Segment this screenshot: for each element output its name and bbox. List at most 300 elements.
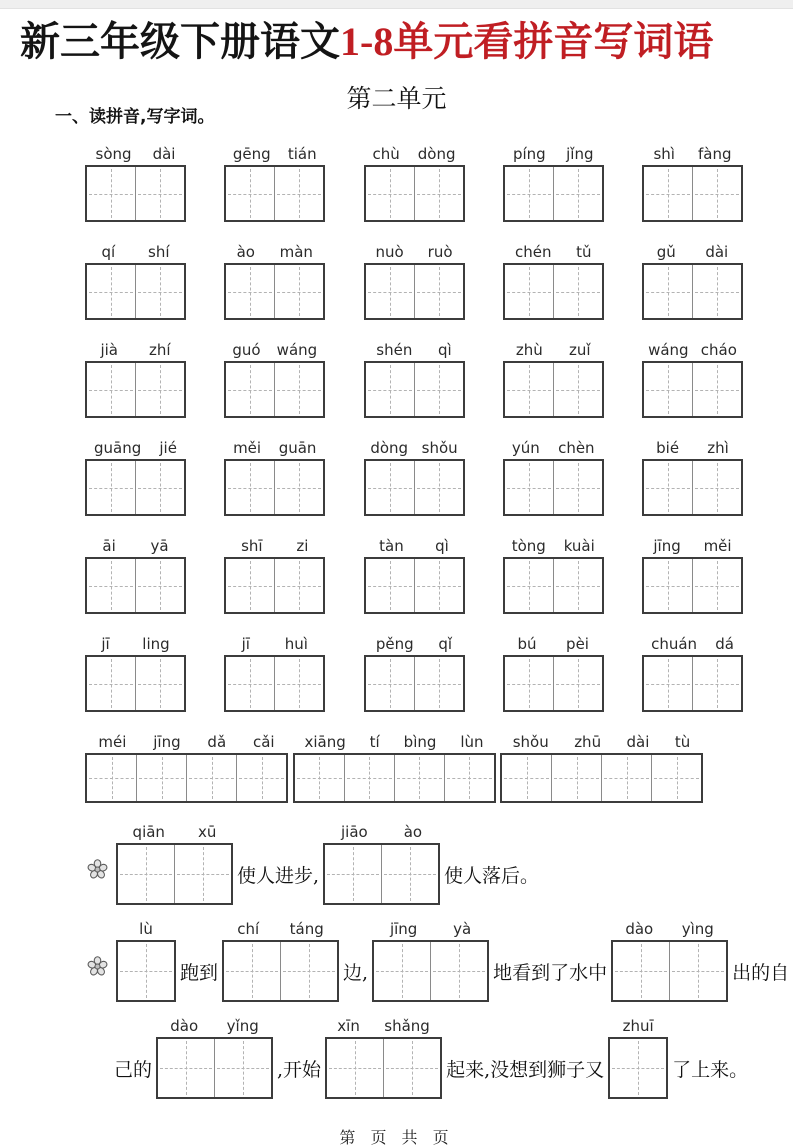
writing-cell[interactable] (366, 461, 414, 514)
writing-box (503, 459, 604, 516)
writing-cell[interactable] (135, 167, 184, 220)
instruction-text: 一、读拼音,写字词。 (55, 107, 215, 127)
writing-cell[interactable] (613, 942, 669, 1000)
writing-cell[interactable] (236, 755, 286, 801)
word-item (642, 629, 743, 712)
writing-box (608, 1037, 668, 1099)
word-item (503, 237, 604, 320)
writing-cell[interactable] (87, 265, 135, 318)
pinyin-syllable: chuán (651, 635, 698, 653)
writing-cell[interactable] (295, 755, 344, 801)
writing-box (85, 753, 288, 803)
pinyin-syllable: chí (237, 920, 260, 938)
writing-cell[interactable] (226, 461, 274, 514)
writing-cell[interactable] (87, 363, 135, 416)
writing-box (642, 459, 743, 516)
pinyin-syllable: ào (236, 243, 255, 261)
sentence-section (0, 817, 793, 1099)
writing-box (224, 459, 325, 516)
word-item (364, 433, 465, 516)
writing-cell[interactable] (692, 265, 741, 318)
pinyin-syllable: táng (289, 920, 324, 938)
writing-cell[interactable] (135, 265, 184, 318)
pinyin-syllable: gǔ (656, 243, 676, 261)
writing-box (224, 263, 325, 320)
writing-box (364, 165, 465, 222)
writing-cell[interactable] (601, 755, 651, 801)
word-item (224, 335, 325, 418)
pinyin-syllable: zhù (515, 341, 543, 359)
sentence-text: 边, (343, 962, 369, 984)
pinyin-syllable: lùn (460, 733, 484, 751)
writing-box (85, 557, 186, 614)
word-item (500, 727, 703, 803)
writing-cell[interactable] (551, 755, 601, 801)
pinyin-label (642, 335, 743, 361)
writing-cell[interactable] (366, 559, 414, 612)
writing-cell[interactable] (444, 755, 494, 801)
pinyin-syllable: yā (150, 537, 169, 555)
pinyin-label (85, 629, 186, 655)
word-item (85, 433, 186, 516)
flower-icon (86, 858, 109, 885)
pinyin-syllable: cháo (700, 341, 737, 359)
writing-cell[interactable] (505, 461, 553, 514)
writing-cell[interactable] (87, 461, 135, 514)
sentence-line (86, 817, 793, 905)
writing-cell[interactable] (366, 167, 414, 220)
writing-cell[interactable] (692, 657, 741, 710)
pinyin-syllable: shì (653, 145, 675, 163)
pinyin-syllable: zuǐ (569, 341, 591, 359)
writing-box (116, 843, 233, 905)
writing-cell[interactable] (505, 363, 553, 416)
writing-cell[interactable] (505, 265, 553, 318)
pinyin-label (224, 531, 325, 557)
section-title: 第二单元 (346, 86, 447, 113)
pinyin-label (503, 531, 604, 557)
pinyin-syllable: tù (674, 733, 691, 751)
pinyin-label (503, 433, 604, 459)
writing-cell[interactable] (505, 657, 553, 710)
writing-box (642, 557, 743, 614)
writing-box (503, 361, 604, 418)
writing-box (364, 263, 465, 320)
pinyin-label (222, 914, 339, 940)
pinyin-syllable: huì (284, 635, 308, 653)
word-item (224, 237, 325, 320)
pinyin-label (116, 914, 176, 940)
pinyin-syllable: kuài (563, 537, 595, 555)
writing-cell[interactable] (226, 363, 274, 416)
pinyin-label (364, 629, 465, 655)
word-item (503, 629, 604, 712)
writing-box (222, 940, 339, 1002)
writing-cell[interactable] (174, 845, 231, 903)
writing-box (293, 753, 496, 803)
writing-cell[interactable] (325, 845, 381, 903)
writing-cell[interactable] (669, 942, 726, 1000)
word-item (642, 139, 743, 222)
writing-box (224, 655, 325, 712)
writing-cell[interactable] (186, 755, 236, 801)
pinyin-syllable: shǒu (512, 733, 549, 751)
writing-cell[interactable] (651, 755, 701, 801)
writing-cell[interactable] (344, 755, 394, 801)
word-item (85, 727, 288, 803)
writing-box (224, 361, 325, 418)
pinyin-syllable: tián (287, 145, 317, 163)
sentence-text: 使人进步, (237, 865, 320, 887)
writing-cell[interactable] (274, 265, 323, 318)
pinyin-label (85, 727, 288, 753)
pinyin-label (224, 433, 325, 459)
word-item (224, 433, 325, 516)
sentence-word-item (222, 914, 339, 1002)
pinyin-syllable: yà (453, 920, 472, 938)
pinyin-syllable: màn (279, 243, 313, 261)
pinyin-label (642, 139, 743, 165)
pinyin-syllable: bié (656, 439, 680, 457)
writing-cell[interactable] (505, 559, 553, 612)
pinyin-label (611, 914, 728, 940)
flower-icon (86, 955, 109, 982)
pinyin-syllable: qiān (132, 823, 165, 841)
writing-cell[interactable] (135, 461, 184, 514)
writing-cell[interactable] (502, 755, 551, 801)
pinyin-syllable: shén (376, 341, 413, 359)
writing-box (500, 753, 703, 803)
pinyin-syllable: měi (233, 439, 262, 457)
pinyin-syllable: méi (98, 733, 127, 751)
pinyin-syllable: tí (369, 733, 380, 751)
pinyin-label (503, 139, 604, 165)
pinyin-syllable: zhì (707, 439, 729, 457)
pinyin-syllable: qì (437, 341, 452, 359)
word-item (364, 531, 465, 614)
page-title-black: 新三年级下册语文 (20, 19, 340, 64)
writing-cell[interactable] (366, 265, 414, 318)
word-item (85, 139, 186, 222)
writing-cell[interactable] (366, 363, 414, 416)
pinyin-syllable: jié (159, 439, 177, 457)
pinyin-syllable: chén (515, 243, 552, 261)
writing-cell[interactable] (414, 657, 463, 710)
writing-box (364, 459, 465, 516)
writing-cell[interactable] (414, 167, 463, 220)
writing-cell[interactable] (692, 363, 741, 416)
pinyin-syllable: shǒu (421, 439, 458, 457)
word-item (85, 237, 186, 320)
pinyin-syllable: pèi (566, 635, 589, 653)
pinyin-syllable: ruò (427, 243, 453, 261)
sentence-word-item (156, 1011, 273, 1099)
word-item (224, 531, 325, 614)
pinyin-label (116, 817, 233, 843)
pinyin-syllable: qí (101, 243, 116, 261)
pinyin-label (325, 1011, 442, 1037)
pinyin-syllable: dài (705, 243, 729, 261)
writing-cell[interactable] (553, 657, 602, 710)
pinyin-syllable: guāng (94, 439, 142, 457)
pinyin-label (608, 1011, 668, 1037)
pinyin-label (85, 433, 186, 459)
word-item (642, 531, 743, 614)
word-item (364, 237, 465, 320)
writing-box (642, 263, 743, 320)
writing-cell[interactable] (274, 167, 323, 220)
writing-cell[interactable] (118, 845, 174, 903)
pinyin-syllable: nuò (375, 243, 404, 261)
writing-box (116, 940, 176, 1002)
sentence-text: 了上来。 (672, 1059, 749, 1081)
writing-box (364, 655, 465, 712)
writing-box (503, 263, 604, 320)
writing-cell[interactable] (327, 1039, 383, 1097)
word-item (503, 531, 604, 614)
sentence-text: ,开始 (277, 1059, 322, 1081)
sentence-text: 己的 (114, 1059, 153, 1081)
writing-cell[interactable] (158, 1039, 214, 1097)
writing-cell[interactable] (366, 657, 414, 710)
pinyin-syllable: qǐ (438, 635, 453, 653)
writing-cell[interactable] (226, 265, 274, 318)
pinyin-syllable: jiāo (341, 823, 368, 841)
sentence-text: 地看到了水中 (493, 962, 608, 984)
word-item (364, 629, 465, 712)
pinyin-label (364, 237, 465, 263)
pinyin-syllable: guān (278, 439, 317, 457)
pinyin-syllable: zhuī (622, 1017, 654, 1035)
word-item (642, 237, 743, 320)
pinyin-syllable: chù (372, 145, 400, 163)
pinyin-label (85, 531, 186, 557)
word-item (642, 433, 743, 516)
pinyin-syllable: shí (148, 243, 170, 261)
writing-cell[interactable] (87, 755, 136, 801)
sentence-text: 使人落后。 (444, 865, 540, 887)
writing-cell[interactable] (394, 755, 444, 801)
pinyin-label (224, 139, 325, 165)
writing-cell[interactable] (553, 461, 602, 514)
sentence-word-item (608, 1011, 668, 1099)
writing-cell[interactable] (414, 559, 463, 612)
pinyin-syllable: jià (100, 341, 118, 359)
pinyin-label (364, 139, 465, 165)
pinyin-label (503, 629, 604, 655)
pinyin-syllable: bú (517, 635, 537, 653)
sentence-line (86, 914, 793, 1002)
word-row (85, 531, 743, 614)
writing-cell[interactable] (226, 657, 274, 710)
writing-box (503, 165, 604, 222)
pinyin-syllable: yǐng (226, 1017, 259, 1035)
writing-cell[interactable] (214, 1039, 271, 1097)
pinyin-label (156, 1011, 273, 1037)
writing-cell[interactable] (87, 559, 135, 612)
pinyin-syllable: lù (139, 920, 153, 938)
pinyin-syllable: xiāng (304, 733, 346, 751)
word-row (85, 335, 743, 418)
word-item (224, 139, 325, 222)
pinyin-syllable: píng (512, 145, 546, 163)
pinyin-syllable: yìng (681, 920, 714, 938)
pinyin-label (85, 335, 186, 361)
writing-cell[interactable] (87, 657, 135, 710)
writing-box (224, 557, 325, 614)
pinyin-label (372, 914, 489, 940)
writing-cell[interactable] (553, 363, 602, 416)
pinyin-syllable: měi (703, 537, 732, 555)
word-item (364, 139, 465, 222)
pinyin-syllable: cǎi (252, 733, 275, 751)
word-row (85, 629, 743, 712)
writing-cell[interactable] (644, 167, 692, 220)
pinyin-syllable: dào (625, 920, 654, 938)
sentence-word-item (323, 817, 440, 905)
writing-cell[interactable] (553, 559, 602, 612)
pinyin-syllable: zhí (148, 341, 171, 359)
writing-cell[interactable] (692, 461, 741, 514)
writing-cell[interactable] (224, 942, 280, 1000)
pinyin-label (503, 237, 604, 263)
pinyin-label (323, 817, 440, 843)
pinyin-syllable: dài (626, 733, 650, 751)
pinyin-syllable: dá (715, 635, 734, 653)
writing-box (85, 361, 186, 418)
writing-cell[interactable] (644, 657, 692, 710)
pinyin-label (293, 727, 496, 753)
pinyin-label (224, 335, 325, 361)
word-item (224, 629, 325, 712)
page-footer: 第 页 共 页 (339, 1128, 454, 1147)
writing-cell[interactable] (644, 559, 692, 612)
writing-cell[interactable] (274, 559, 323, 612)
writing-cell[interactable] (553, 265, 602, 318)
word-item (293, 727, 496, 803)
writing-box (224, 165, 325, 222)
writing-box (325, 1037, 442, 1099)
pinyin-syllable: xīn (337, 1017, 360, 1035)
pinyin-syllable: chèn (558, 439, 595, 457)
pinyin-syllable: jǐng (566, 145, 594, 163)
writing-cell[interactable] (414, 363, 463, 416)
writing-cell[interactable] (87, 167, 135, 220)
sentence-word-item (611, 914, 728, 1002)
pinyin-syllable: shī (241, 537, 263, 555)
writing-cell[interactable] (226, 167, 274, 220)
word-item (85, 629, 186, 712)
writing-cell[interactable] (226, 559, 274, 612)
writing-box (156, 1037, 273, 1099)
sentence-word-item (372, 914, 489, 1002)
pinyin-label (642, 237, 743, 263)
writing-cell[interactable] (505, 167, 553, 220)
writing-cell[interactable] (118, 942, 174, 1000)
pinyin-syllable: shǎng (384, 1017, 430, 1035)
writing-cell[interactable] (610, 1039, 666, 1097)
page-title-red: 1-8单元看拼音写词语 (340, 19, 714, 64)
pinyin-label (224, 629, 325, 655)
pinyin-syllable: ào (403, 823, 423, 841)
writing-box (85, 263, 186, 320)
writing-cell[interactable] (136, 755, 186, 801)
pinyin-syllable: jīng (389, 920, 418, 938)
pinyin-syllable: tǔ (576, 243, 592, 261)
pinyin-syllable: ling (142, 635, 170, 653)
writing-cell[interactable] (553, 167, 602, 220)
word-item (503, 433, 604, 516)
writing-cell[interactable] (414, 265, 463, 318)
writing-cell[interactable] (135, 657, 184, 710)
writing-box (364, 361, 465, 418)
word-item (364, 335, 465, 418)
word-item (642, 335, 743, 418)
pinyin-syllable: gēng (232, 145, 271, 163)
pinyin-syllable: qì (435, 537, 449, 555)
pinyin-label (503, 335, 604, 361)
writing-cell[interactable] (374, 942, 430, 1000)
pinyin-syllable: dào (170, 1017, 199, 1035)
writing-box (364, 557, 465, 614)
writing-box (85, 165, 186, 222)
subheader (0, 79, 793, 127)
writing-cell[interactable] (280, 942, 337, 1000)
word-item (85, 531, 186, 614)
writing-cell[interactable] (644, 363, 692, 416)
pinyin-syllable: jīng (653, 537, 681, 555)
word-grid (0, 139, 793, 803)
writing-box (642, 165, 743, 222)
writing-cell[interactable] (274, 461, 323, 514)
pinyin-syllable: dǎ (207, 733, 227, 751)
word-row (85, 237, 743, 320)
pinyin-syllable: zi (296, 537, 309, 555)
writing-cell[interactable] (692, 167, 741, 220)
pinyin-label (364, 531, 465, 557)
pinyin-syllable: jīng (153, 733, 181, 751)
pinyin-label (642, 433, 743, 459)
sentence-text: 起来,没想到狮子又 (446, 1059, 605, 1081)
writing-cell[interactable] (414, 461, 463, 514)
pinyin-syllable: wáng (648, 341, 689, 359)
writing-cell[interactable] (430, 942, 487, 1000)
writing-cell[interactable] (644, 461, 692, 514)
pinyin-syllable: sòng (95, 145, 132, 163)
writing-cell[interactable] (135, 363, 184, 416)
pinyin-syllable: wáng (276, 341, 318, 359)
sentence-word-item (116, 914, 176, 1002)
sentence-word-item (325, 1011, 442, 1099)
writing-cell[interactable] (274, 657, 323, 710)
writing-cell[interactable] (135, 559, 184, 612)
writing-cell[interactable] (274, 363, 323, 416)
pinyin-label (224, 237, 325, 263)
word-row (85, 727, 703, 803)
word-row (85, 433, 743, 516)
writing-cell[interactable] (381, 845, 438, 903)
writing-cell[interactable] (692, 559, 741, 612)
writing-cell[interactable] (383, 1039, 440, 1097)
pinyin-label (642, 531, 743, 557)
writing-cell[interactable] (644, 265, 692, 318)
pinyin-syllable: jī (101, 635, 110, 653)
word-item (85, 335, 186, 418)
pinyin-syllable: jī (241, 635, 250, 653)
word-row (85, 139, 743, 222)
pinyin-syllable: āi (102, 537, 116, 555)
pinyin-syllable: yún (511, 439, 540, 457)
